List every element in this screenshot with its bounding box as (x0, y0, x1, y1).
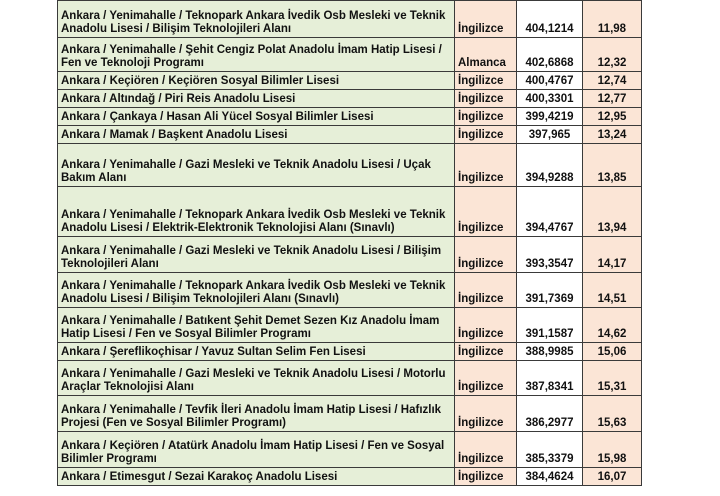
language-cell: İngilizce (455, 273, 517, 308)
results-table (57, 0, 642, 486)
table-row (58, 108, 642, 126)
score-cell: 384,4624 (517, 468, 583, 486)
school-cell: Ankara / Şereflikoçhisar / Yavuz Sultan Selim Fen Lisesi (58, 343, 455, 361)
school-cell: Ankara / Yenimahalle / Gazi Mesleki ve Teknik Anadolu Lisesi / Uçak Bakım Alanı (58, 144, 455, 187)
language-cell: İngilizce (455, 361, 517, 396)
score-cell: 391,7369 (517, 273, 583, 308)
school-cell: Ankara / Çankaya / Hasan Ali Yücel Sosyal Bilimler Lisesi (58, 108, 455, 126)
percentile-cell: 15,31 (583, 361, 642, 396)
percentile-cell: 11,98 (583, 1, 642, 38)
score-cell: 400,4767 (517, 72, 583, 90)
table-row (58, 144, 642, 187)
school-cell: Ankara / Mamak / Başkent Anadolu Lisesi (58, 126, 455, 144)
language-cell: İngilizce (455, 396, 517, 432)
language-cell: İngilizce (455, 126, 517, 144)
score-cell: 404,1214 (517, 1, 583, 38)
language-cell: İngilizce (455, 108, 517, 126)
language-cell: İngilizce (455, 90, 517, 108)
score-cell: 394,9288 (517, 144, 583, 187)
percentile-cell: 12,95 (583, 108, 642, 126)
school-cell: Ankara / Yenimahalle / Gazi Mesleki ve Teknik Anadolu Lisesi / Motorlu Araçlar Teknolojisi Alanı (58, 361, 455, 396)
score-cell: 385,3379 (517, 432, 583, 468)
school-cell: Ankara / Keçiören / Keçiören Sosyal Bilimler Lisesi (58, 72, 455, 90)
school-cell: Ankara / Etimesgut / Sezai Karakoç Anadolu Lisesi (58, 468, 455, 486)
table-row (58, 126, 642, 144)
school-cell: Ankara / Yenimahalle / Tevfik İleri Anadolu İmam Hatip Lisesi / Hafızlık Projesi (Fen ve Sosyal Bilimler Programı) (58, 396, 455, 432)
percentile-cell: 15,06 (583, 343, 642, 361)
score-cell: 388,9985 (517, 343, 583, 361)
score-cell: 393,3547 (517, 237, 583, 273)
score-cell: 391,1587 (517, 308, 583, 343)
table-row (58, 237, 642, 273)
table-row (58, 468, 642, 486)
percentile-cell: 14,62 (583, 308, 642, 343)
table-row (58, 38, 642, 72)
score-cell: 397,965 (517, 126, 583, 144)
percentile-cell: 15,98 (583, 432, 642, 468)
table-row (58, 308, 642, 343)
percentile-cell: 14,17 (583, 237, 642, 273)
spreadsheet-table (57, 0, 641, 486)
language-cell: İngilizce (455, 343, 517, 361)
school-cell: Ankara / Keçiören / Atatürk Anadolu İmam Hatip Lisesi / Fen ve Sosyal Bilimler Programı (58, 432, 455, 468)
table-row (58, 187, 642, 237)
table-row (58, 432, 642, 468)
percentile-cell: 13,94 (583, 187, 642, 237)
school-cell: Ankara / Yenimahalle / Teknopark Ankara İvedik Osb Mesleki ve Teknik Anadolu Lisesi / Bilişim Teknolojileri Alanı (58, 1, 455, 38)
school-cell: Ankara / Yenimahalle / Teknopark Ankara İvedik Osb Mesleki ve Teknik Anadolu Lisesi / Elektrik-Elektronik Teknolojisi Alanı (Sınavlı) (58, 187, 455, 237)
score-cell: 399,4219 (517, 108, 583, 126)
score-cell: 387,8341 (517, 361, 583, 396)
score-cell: 394,4767 (517, 187, 583, 237)
percentile-cell: 15,63 (583, 396, 642, 432)
table-row (58, 273, 642, 308)
school-cell: Ankara / Yenimahalle / Teknopark Ankara İvedik Osb Mesleki ve Teknik Anadolu Lisesi / Bilişim Teknolojileri Alanı (Sınavlı) (58, 273, 455, 308)
table-row (58, 72, 642, 90)
percentile-cell: 12,32 (583, 38, 642, 72)
score-cell: 400,3301 (517, 90, 583, 108)
table-row (58, 90, 642, 108)
language-cell: İngilizce (455, 237, 517, 273)
table-row (58, 396, 642, 432)
language-cell: İngilizce (455, 468, 517, 486)
percentile-cell: 12,77 (583, 90, 642, 108)
language-cell: İngilizce (455, 432, 517, 468)
language-cell: İngilizce (455, 72, 517, 90)
school-cell: Ankara / Yenimahalle / Şehit Cengiz Polat Anadolu İmam Hatip Lisesi / Fen ve Teknoloji Programı (58, 38, 455, 72)
score-cell: 402,6868 (517, 38, 583, 72)
school-cell: Ankara / Yenimahalle / Gazi Mesleki ve Teknik Anadolu Lisesi / Bilişim Teknolojileri Alanı (58, 237, 455, 273)
score-cell: 386,2977 (517, 396, 583, 432)
language-cell: İngilizce (455, 187, 517, 237)
table-row (58, 1, 642, 38)
table-row (58, 343, 642, 361)
language-cell: İngilizce (455, 308, 517, 343)
language-cell: İngilizce (455, 144, 517, 187)
percentile-cell: 16,07 (583, 468, 642, 486)
percentile-cell: 14,51 (583, 273, 642, 308)
school-cell: Ankara / Yenimahalle / Batıkent Şehit Demet Sezen Kız Anadolu İmam Hatip Lisesi / Fen ve Sosyal Bilimler Programı (58, 308, 455, 343)
percentile-cell: 12,74 (583, 72, 642, 90)
percentile-cell: 13,85 (583, 144, 642, 187)
table-row (58, 361, 642, 396)
language-cell: İngilizce (455, 1, 517, 38)
school-cell: Ankara / Altındağ / Piri Reis Anadolu Lisesi (58, 90, 455, 108)
percentile-cell: 13,24 (583, 126, 642, 144)
language-cell: Almanca (455, 38, 517, 72)
